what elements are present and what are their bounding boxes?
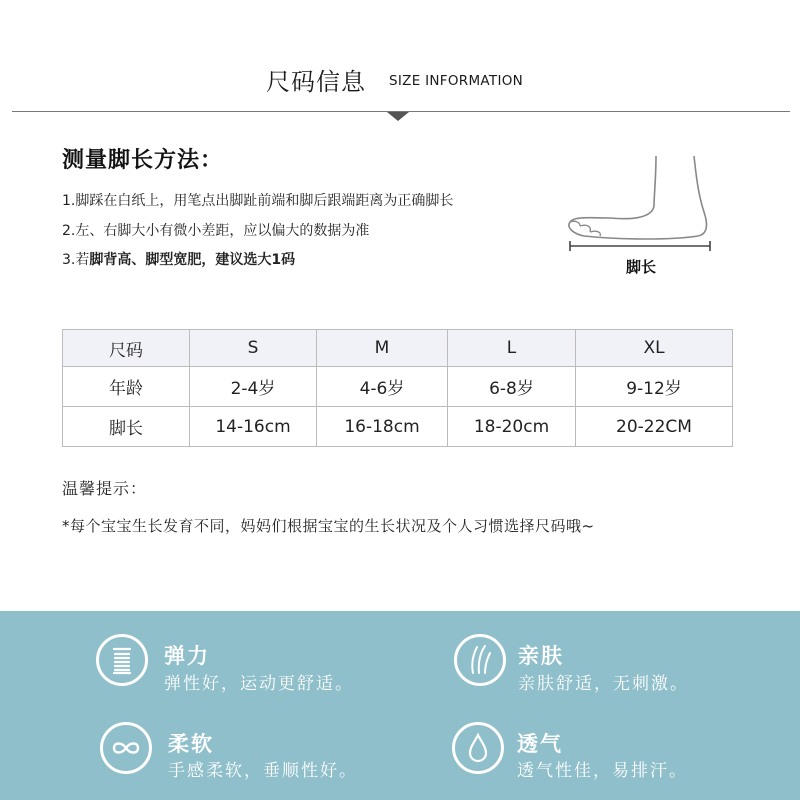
table-cell: 6-8岁 [448, 367, 576, 407]
method-step-3-prefix: 3.若 [62, 252, 90, 268]
header-pointer-icon [387, 112, 409, 121]
feature-title: 柔软 [168, 732, 214, 756]
section-title-cn: 尺码信息 [266, 68, 366, 96]
leaf-icon [454, 634, 506, 686]
feature-desc: 亲肤舒适，无刺激。 [518, 674, 689, 694]
method-step-1: 1.脚踩在白纸上，用笔点出脚趾前端和脚后跟端距离为正确脚长 [62, 193, 454, 209]
water-drop-icon [452, 722, 504, 774]
method-step-3 [62, 249, 295, 269]
table-row [63, 367, 733, 407]
foot-length-label: 脚长 [626, 258, 657, 276]
section-title-en: SIZE INFORMATION [389, 73, 524, 89]
table-cell: 20-22CM [576, 407, 733, 447]
tips-text: *每个宝宝生长发育不同，妈妈们根据宝宝的生长状况及个人习惯选择尺码哦~ [62, 517, 595, 535]
feature-desc: 透气性佳，易排汗。 [517, 761, 688, 781]
table-cell: XL [576, 330, 733, 367]
feature-title: 弹力 [164, 644, 210, 668]
table-cell: 尺码 [63, 330, 190, 367]
table-header-row [63, 330, 733, 367]
table-cell: 年龄 [63, 367, 190, 407]
tips-title: 温馨提示： [62, 479, 148, 498]
table-cell: M [317, 330, 448, 367]
spring-icon [96, 634, 148, 686]
table-cell: 18-20cm [448, 407, 576, 447]
feature-title: 透气 [517, 732, 563, 756]
table-cell: 2-4岁 [190, 367, 317, 407]
feature-desc: 手感柔软，垂顺性好。 [168, 761, 358, 781]
foot-diagram-icon [562, 148, 732, 256]
table-cell: S [190, 330, 317, 367]
method-step-2: 2.左、右脚大小有微小差距，应以偏大的数据为准 [62, 223, 370, 239]
table-cell: 16-18cm [317, 407, 448, 447]
size-table [62, 329, 733, 447]
feature-desc: 弹性好，运动更舒适。 [164, 674, 354, 694]
infinity-icon [100, 722, 152, 774]
feature-title: 亲肤 [518, 644, 564, 668]
method-step-3-emphasis: 脚背高、脚型宽肥，建议选大1码 [89, 252, 296, 268]
table-cell: 脚长 [63, 407, 190, 447]
table-cell: 14-16cm [190, 407, 317, 447]
table-cell: 4-6岁 [317, 367, 448, 407]
method-title: 测量脚长方法： [62, 148, 224, 173]
table-row [63, 407, 733, 447]
table-cell: L [448, 330, 576, 367]
table-cell: 9-12岁 [576, 367, 733, 407]
